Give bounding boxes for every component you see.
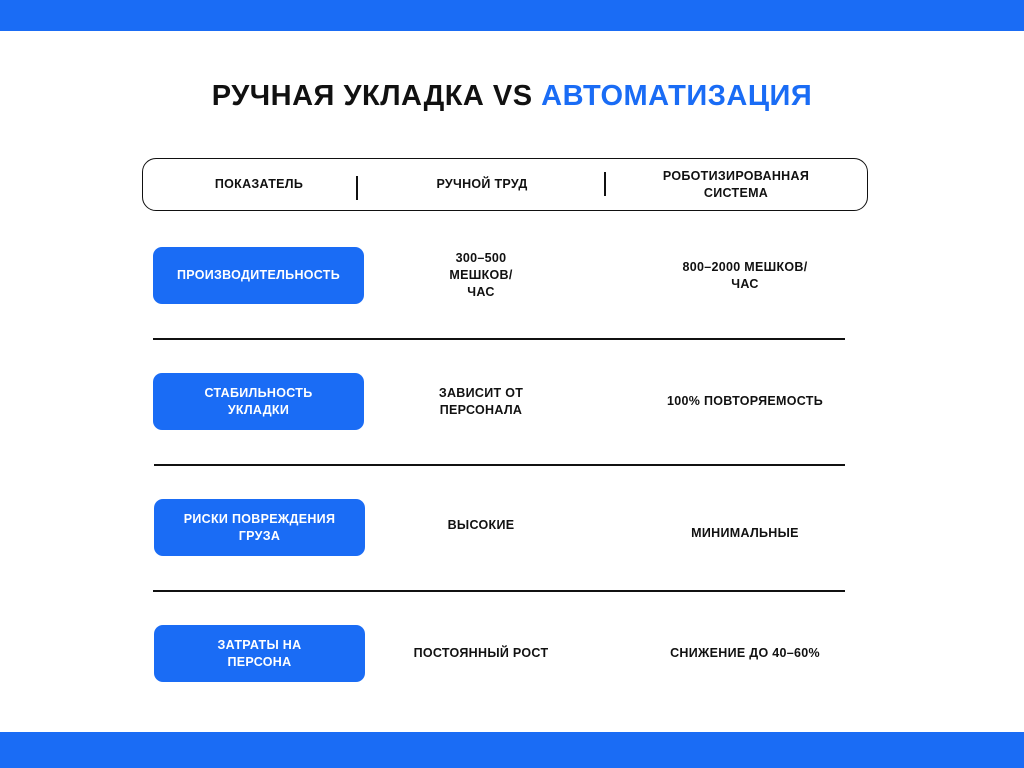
top-accent-band xyxy=(0,0,1024,31)
indicator-pill-performance: ПРОИЗВОДИТЕЛЬНОСТЬ xyxy=(153,247,364,304)
row-divider xyxy=(153,590,845,592)
header-separator xyxy=(356,176,358,200)
page-title xyxy=(0,78,1024,114)
indicator-pill-damage-risk: РИСКИ ПОВРЕЖДЕНИЯ ГРУЗА xyxy=(154,499,365,556)
table-row xyxy=(0,247,1024,305)
manual-value: ВЫСОКИЕ xyxy=(447,518,515,532)
header-manual: РУЧНОЙ ТРУД xyxy=(436,177,528,191)
table-row xyxy=(0,373,1024,431)
table-row xyxy=(0,499,1024,557)
indicator-pill-staff-costs: ЗАТРАТЫ НА ПЕРСОНА xyxy=(154,625,365,682)
robot-value: МИНИМАЛЬНЫЕ xyxy=(691,526,799,540)
table-header xyxy=(142,158,868,211)
table-row xyxy=(0,625,1024,683)
robot-value: СНИЖЕНИЕ ДО 40–60% xyxy=(670,646,820,660)
manual-value: ЗАВИСИТ ОТ ПЕРСОНАЛА xyxy=(438,385,524,417)
header-indicator: ПОКАЗАТЕЛЬ xyxy=(214,177,304,191)
manual-value: ПОСТОЯННЫЙ РОСТ xyxy=(413,646,549,660)
title-primary: РУЧНАЯ УКЛАДКА VS xyxy=(211,80,542,112)
robot-value: 800–2000 МЕШКОВ/ЧАС xyxy=(682,259,808,291)
indicator-pill-stability: СТАБИЛЬНОСТЬ УКЛАДКИ xyxy=(153,373,364,430)
row-divider xyxy=(154,464,845,466)
bottom-accent-band xyxy=(0,732,1024,768)
manual-value: 300–500 МЕШКОВ/ЧАС xyxy=(449,251,513,299)
header-robot: РОБОТИЗИРОВАННАЯ СИСТЕМА xyxy=(662,168,810,200)
row-divider xyxy=(153,338,845,340)
title-accent: АВТОМАТИЗАЦИЯ xyxy=(541,80,813,112)
robot-value: 100% ПОВТОРЯЕМОСТЬ xyxy=(667,394,823,408)
